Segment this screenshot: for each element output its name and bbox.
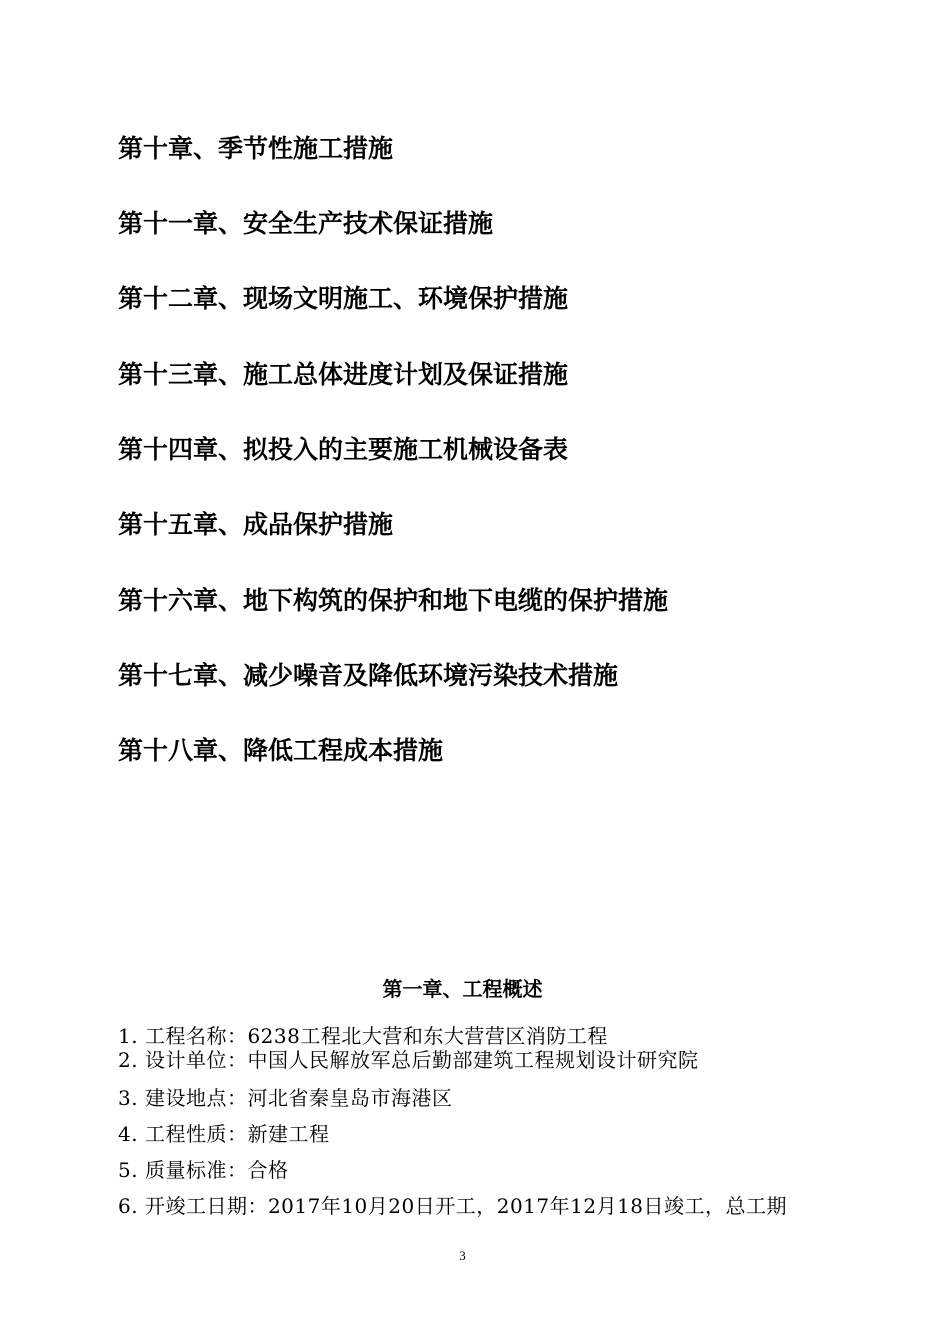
toc-item: 第十八章、降低工程成本措施 [118, 736, 444, 765]
info-line: 3. 建设地点：河北省秦皇岛市海港区 [118, 1086, 453, 1110]
toc-item: 第十一章、安全生产技术保证措施 [118, 209, 494, 238]
toc-item: 第十四章、拟投入的主要施工机械设备表 [118, 435, 569, 464]
info-line: 4. 工程性质：新建工程 [118, 1122, 330, 1146]
info-line: 6. 开竣工日期：2017年10月20日开工，2017年12月18日竣工，总工期 [118, 1194, 788, 1218]
toc-item: 第十二章、现场文明施工、环境保护措施 [118, 284, 569, 313]
info-line: 2. 设计单位：中国人民解放军总后勤部建筑工程规划设计研究院 [118, 1048, 699, 1072]
info-line: 5. 质量标准：合格 [118, 1158, 289, 1182]
toc-item: 第十六章、地下构筑的保护和地下电缆的保护措施 [118, 586, 669, 615]
toc-item: 第十章、季节性施工措施 [118, 134, 394, 163]
toc-item: 第十七章、减少噪音及降低环境污染技术措施 [118, 661, 619, 690]
toc-item: 第十三章、施工总体进度计划及保证措施 [118, 360, 569, 389]
page-number: 3 [459, 1248, 466, 1263]
info-line: 1. 工程名称：6238工程北大营和东大营营区消防工程 [118, 1024, 608, 1048]
toc-item: 第十五章、成品保护措施 [118, 510, 394, 539]
chapter-title: 第一章、工程概述 [382, 977, 543, 1001]
